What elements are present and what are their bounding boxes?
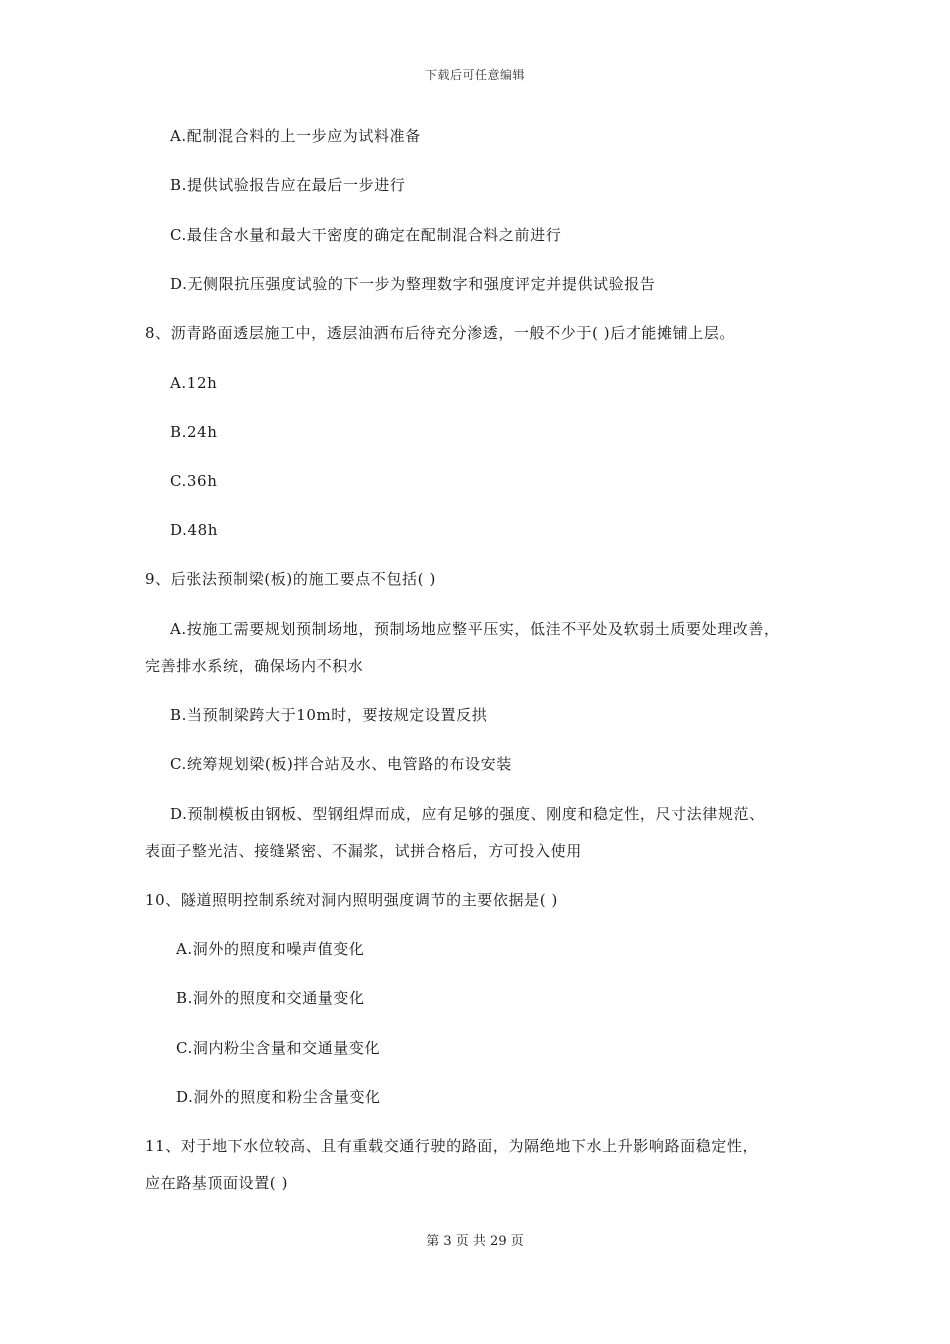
q9-stem: 9、后张法预制梁(板)的施工要点不包括( ) (145, 570, 436, 588)
q11-stem-line1: 11、对于地下水位较高、且有重载交通行驶的路面，为隔绝地下水上升影响路面稳定性， (145, 1137, 759, 1155)
q10-option-b: B.洞外的照度和交通量变化 (176, 989, 365, 1007)
q9-option-a-line2: 完善排水系统，确保场内不积水 (145, 657, 364, 675)
q7-option-a: A.配制混合料的上一步应为试料准备 (170, 127, 421, 145)
q9-option-b: B.当预制梁跨大于10m时，要按规定设置反拱 (170, 706, 488, 724)
q9-option-d-line1: D.预制模板由钢板、型钢组焊而成，应有足够的强度、刚度和稳定性，尺寸法律规范、 (170, 805, 765, 823)
q10-option-d: D.洞外的照度和粉尘含量变化 (176, 1088, 381, 1106)
q8-option-d: D.48h (170, 521, 219, 539)
q10-stem: 10、隧道照明控制系统对洞内照明强度调节的主要依据是( ) (145, 891, 558, 909)
q11-stem-line2: 应在路基顶面设置( ) (145, 1174, 289, 1192)
q7-option-d: D.无侧限抗压强度试验的下一步为整理数字和强度评定并提供试验报告 (170, 275, 656, 293)
q10-option-a: A.洞外的照度和噪声值变化 (176, 940, 365, 958)
q8-option-b: B.24h (170, 423, 218, 441)
q8-stem: 8、沥青路面透层施工中，透层油洒布后待充分渗透，一般不少于( )后才能摊铺上层。 (145, 324, 736, 342)
q8-option-a: A.12h (170, 374, 218, 392)
q9-option-a-line1: A.按施工需要规划预制场地，预制场地应整平压实，低洼不平处及软弱土质要处理改善， (170, 620, 780, 638)
q7-option-b: B.提供试验报告应在最后一步进行 (170, 176, 406, 194)
q9-option-d-line2: 表面子整光洁、接缝紧密、不漏浆，试拼合格后，方可投入使用 (145, 842, 582, 860)
q9-option-c: C.统筹规划梁(板)拌合站及水、电管路的布设安装 (170, 755, 512, 773)
page-header: 下载后可任意编辑 (424, 68, 525, 82)
page-footer: 第 3 页 共 29 页 (426, 1234, 524, 1249)
q8-option-c: C.36h (170, 472, 218, 490)
q10-option-c: C.洞内粉尘含量和交通量变化 (176, 1039, 381, 1057)
q7-option-c: C.最佳含水量和最大干密度的确定在配制混合料之前进行 (170, 226, 562, 244)
